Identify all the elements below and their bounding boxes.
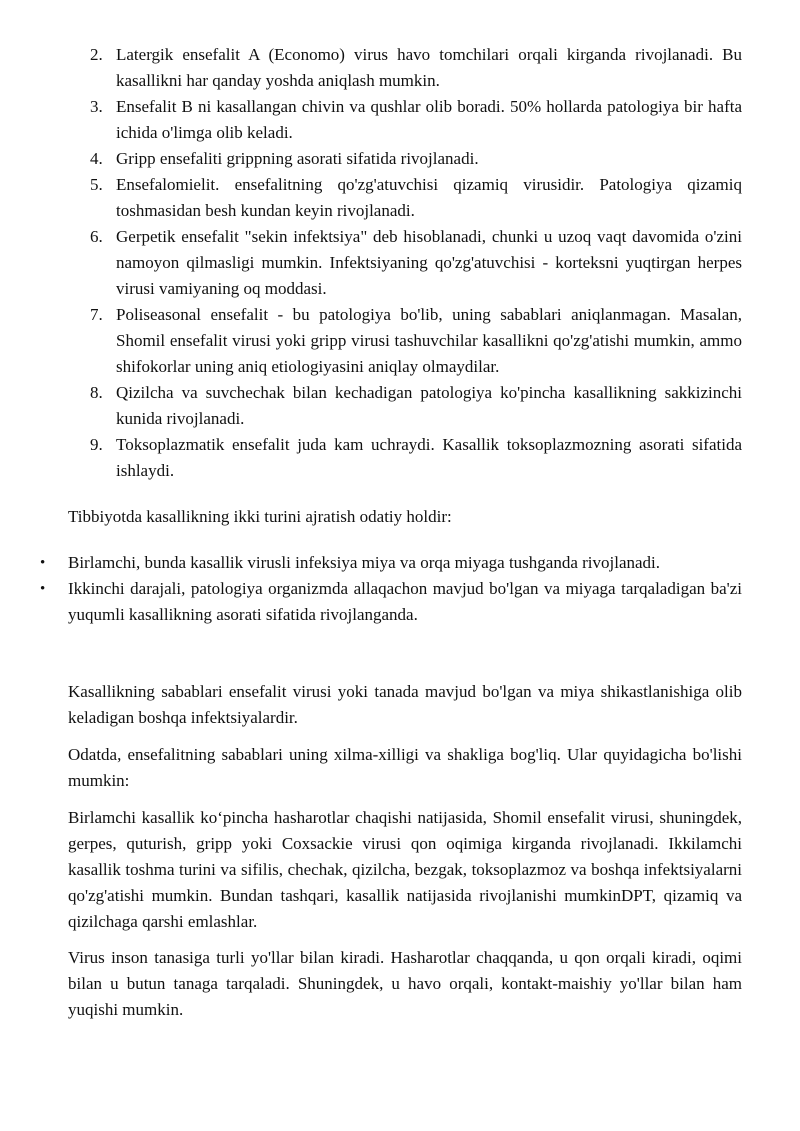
list-item (68, 146, 742, 172)
list-item-text: Ensefalomielit. ensefalitning qo'zg'atuvchisi qizamiq virusidir. Patologiya qizamiq toshmasidan besh kundan keyin rivojlanadi. (116, 175, 742, 220)
list-item-text: Gripp ensefaliti grippning asorati sifatida rivojlanadi. (116, 149, 479, 168)
list-marker: 5. (90, 175, 103, 194)
list-marker: 6. (90, 227, 103, 246)
list-marker: 7. (90, 305, 103, 324)
causes-forms-paragraph: Odatda, ensefalitning sabablari uning xilma-xilligi va shakliga bog'liq. Ular quyidagicha bo'lishi mumkin: (68, 745, 742, 790)
types-intro-paragraph: Tibbiyotda kasallikning ikki turini ajratish odatiy holdir: (68, 507, 452, 526)
list-item-text: Gerpetik ensefalit "sekin infektsiya" deb hisoblanadi, chunki u uzoq vaqt davomida o'zini namoyon qilmasligi mumkin. Infektsiyaning qo'zg'atuvchisi - korteksni yuqtirgan herpes virusi vamiyaning oq moddasi. (116, 227, 742, 298)
list-marker: 8. (90, 383, 103, 402)
causes-paragraph: Kasallikning sabablari ensefalit virusi yoki tanada mavjud bo'lgan va miya shikastlanishiga olib keladigan boshqa infektsiyalardir. (68, 682, 742, 727)
list-item-text: Poliseasonal ensefalit - bu patologiya bo'lib, uning sabablari aniqlanmagan. Masalan, Shomil ensefalit virusi yoki gripp virusi tashuvchilar kasallikni qo'zg'atishi mumkin, ammo shifokorlar uning aniq etiologiyasini aniqlay olmaydilar. (116, 305, 742, 376)
list-item (68, 94, 742, 146)
list-item (68, 172, 742, 224)
list-item (68, 380, 742, 432)
list-item-text: Ikkinchi darajali, patologiya organizmda allaqachon mavjud bo'lgan va miyaga tarqaladigan ba'zi yuqumli kasallikning asorati sifatida rivojlanganda. (68, 579, 742, 624)
list-item (68, 224, 742, 302)
list-marker: 4. (90, 149, 103, 168)
list-item (40, 576, 742, 628)
list-item-text: Ensefalit B ni kasallangan chivin va qushlar olib boradi. 50% hollarda patologiya bir hafta ichida o'limga olib keladi. (116, 97, 742, 142)
list-item (68, 42, 742, 94)
bullet-marker: • (40, 555, 46, 571)
list-marker: 9. (90, 435, 103, 454)
list-marker: 3. (90, 97, 103, 116)
list-item-text: Toksoplazmatik ensefalit juda kam uchraydi. Kasallik toksoplazmozning asorati sifatida ishlaydi. (116, 435, 742, 480)
transmission-paragraph: Virus inson tanasiga turli yo'llar bilan kiradi. Hasharotlar chaqqanda, u qon orqali kiradi, oqimi bilan u butun tanaga tarqaladi. Shuningdek, u havo orqali, kontakt-maishiy yo'llar bilan ham yuqishi mumkin. (68, 948, 742, 1019)
list-item (68, 432, 742, 484)
bullet-marker: • (40, 581, 46, 597)
list-marker: 2. (90, 45, 103, 64)
list-item (40, 550, 742, 576)
list-item-text: Latergik ensefalit A (Economo) virus havo tomchilari orqali kirganda rivojlanadi. Bu kasallikni har qanday yoshda aniqlash mumkin. (116, 45, 742, 90)
list-item-text: Birlamchi, bunda kasallik virusli infeksiya miya va orqa miyaga tushganda rivojlanadi. (68, 553, 661, 572)
list-item-text: Qizilcha va suvchechak bilan kechadigan patologiya ko'pincha kasallikning sakkizinchi kunida rivojlanadi. (116, 383, 742, 428)
bullet-list (40, 550, 742, 628)
primary-secondary-paragraph: Birlamchi kasallik ko‘pincha hasharotlar chaqishi natijasida, Shomil ensefalit virusi, shuningdek, gerpes, quturish, gripp yoki Coxsackie virusi qon oqimiga kirganda rivojlanadi. Ikkilamchi kasallik toshma turini va sifilis, chechak, qizilcha, bezgak, toksoplazmoz va boshqa infektsiyalarni qo'zg'atishi mumkin. Bundan tashqari, kasallik natijasida rivojlanishi mumkinDPT, qizamiq va qizilchaga qarshi emlashlar. (68, 808, 742, 931)
numbered-list (68, 42, 742, 484)
list-item (68, 302, 742, 380)
